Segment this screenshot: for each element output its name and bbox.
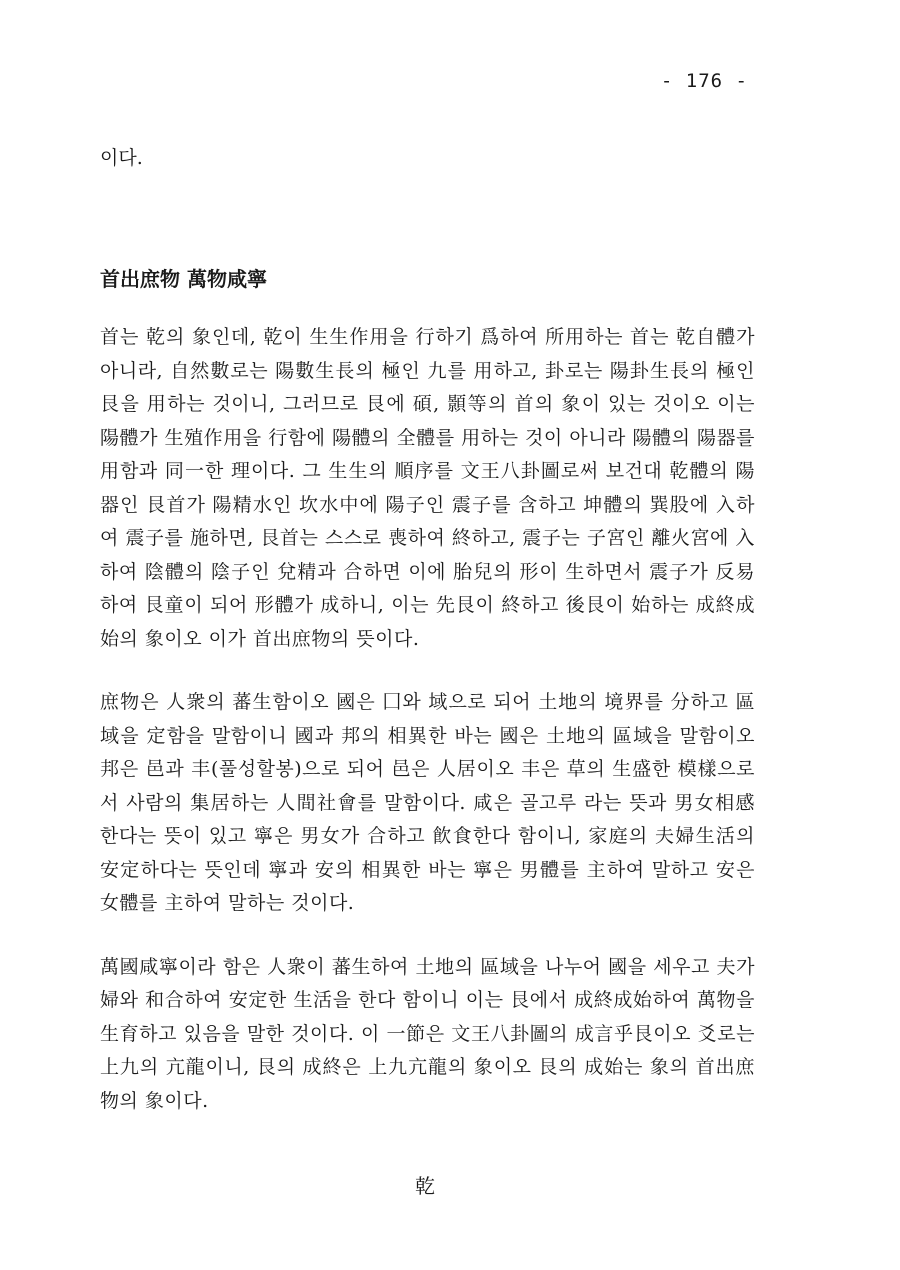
paragraph-block: [100, 321, 755, 1118]
paragraph-2: 庶物은 人衆의 蕃生함이오 國은 囗와 域으로 되어 土地의 境界를 分하고 區域을 定함을 말함이니 國과 邦의 相異한 바는 國은 土地의 區域을 말함이오 邦은 邑과 丰(풀성할봉)으로 되어 邑은 人居이오 丰은 草의 生盛한 模樣으로서 사람의 集居하는 人間社會를 말함이다. 咸은 골고루 라는 뜻과 男女相感한다는 뜻이 있고 寧은 男女가 合하고 飮食한다 함이니, 家庭의 夫婦生活의 安定하다는 뜻인데 寧과 安의 相異한 바는 寧은 男體를 主하여 말하고 安은 女體를 主하여 말하는 것이다.: [100, 691, 755, 914]
paragraph-3: 萬國咸寧이라 함은 人衆이 蕃生하여 土地의 區域을 나누어 國을 세우고 夫가 婦와 和合하여 安定한 生活을 한다 함이니 이는 艮에서 成終成始하여 萬物을 生育하고 있음을 말한 것이다. 이 一節은 文王八卦圖의 成言乎艮이오 爻로는 上九의 亢龍이니, 艮의 成終은 上九亢龍의 象이오 艮의 成始는 象의 首出庶物의 象이다.: [100, 955, 755, 1112]
continuation-text: 이다.: [100, 147, 143, 169]
footer-chapter-mark: 乾: [415, 1174, 435, 1198]
document-body: [100, 142, 755, 1118]
section-heading: 首出庶物 萬物咸寧: [100, 267, 267, 291]
paragraph-1: 首는 乾의 象인데, 乾이 生生作用을 行하기 爲하여 所用하는 首는 乾自體가 아니라, 自然數로는 陽數生長의 極인 九를 用하고, 卦로는 陽卦生長의 極인 艮을 用하는 것이니, 그러므로 艮에 碩, 顥等의 首의 象이 있는 것이오 이는 陽體가 生殖作用을 行함에 陽體의 全體를 用하는 것이 아니라 陽體의 陽器를 用함과 同一한 理이다. 그 生生의 順序를 文王八卦圖로써 보건대 乾體의 陽器인 艮首가 陽精水인 坎水中에 陽子인 震子를 含하고 坤體의 巽股에 入하여 震子를 施하면, 艮首는 스스로 喪하여 終하고, 震子는 子宮인 離火宮에 入하여 陰體의 陰子인 兌精과 合하면 이에 胎兒의 形이 生하면서 震子가 反易하여 艮童이 되어 形體가 成하니, 이는 先艮이 終하고 後艮이 始하는 成終成始의 象이오 이가 首出庶物의 뜻이다.: [100, 326, 755, 650]
page-number: - 176 -: [660, 70, 748, 92]
